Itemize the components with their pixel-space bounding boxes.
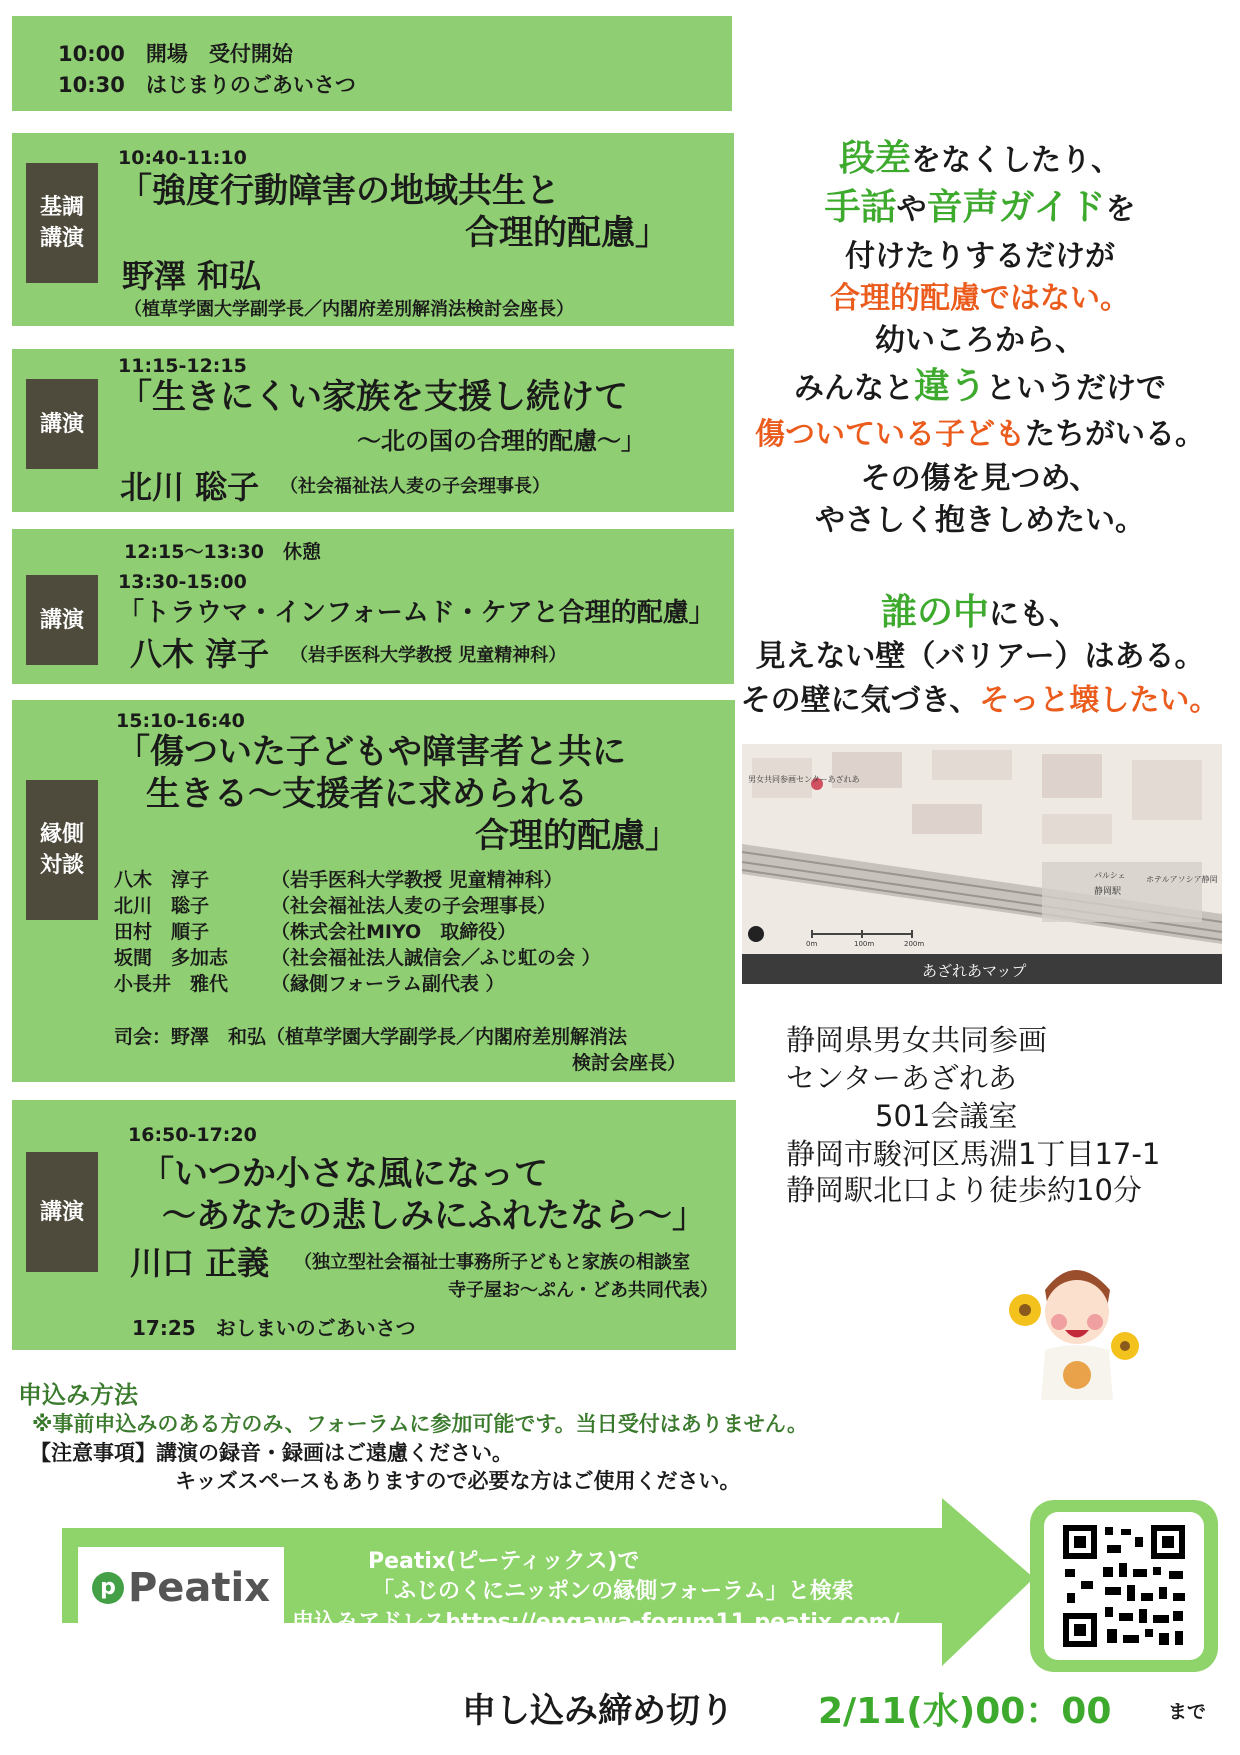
- session-4-tag: [26, 780, 98, 920]
- panelist-affiliation: （岩手医科大学教授 児童精神科）: [271, 869, 563, 891]
- message-line-9: やさしく抱きしめたい。: [815, 503, 1145, 538]
- message-line-11: 見えない壁（バリアー）はある。: [755, 639, 1205, 674]
- message-line-8: その傷を見つめ、: [860, 461, 1100, 496]
- message-line-4: 合理的配慮ではない。: [830, 281, 1130, 316]
- map-caption: あざれあマップ: [922, 962, 1027, 980]
- session-3-tag: 講演: [26, 575, 98, 665]
- message-highlight: 音声ガイド: [926, 187, 1106, 228]
- banner-line-2: 「ふじのくにニッポンの縁側フォーラム」と検索: [372, 1579, 854, 1604]
- session-5-title-1: 「いつか小さな風になって: [140, 1154, 548, 1194]
- panelist-name: 田村 順子: [114, 921, 210, 943]
- peatix-logo-text: Peatix: [127, 1565, 271, 1611]
- opening-box: [12, 16, 732, 111]
- session-1-tag: [26, 163, 98, 283]
- session-5-speaker: 川口 正義: [130, 1244, 270, 1282]
- session-3-box: [12, 529, 734, 684]
- session-1-box: [12, 133, 734, 326]
- message-text: みんなと: [793, 371, 914, 406]
- session-2-affiliation: （社会福祉法人麦の子会理事長）: [280, 476, 550, 497]
- session-1-title-1: 「強度行動障害の地域共生と: [118, 171, 560, 211]
- session-2-box: [12, 349, 734, 512]
- message-line-12: [740, 680, 1220, 721]
- message-line-10: [740, 592, 1220, 635]
- panelist-name: 小長井 雅代: [114, 973, 229, 995]
- session-5-time: 16:50-17:20: [128, 1124, 257, 1146]
- message-text: たちがいる。: [1025, 417, 1205, 452]
- qr-code-frame: [1030, 1500, 1218, 1672]
- message-text: その壁に気づき、: [740, 683, 980, 718]
- session-3-speaker: 八木 淳子: [130, 635, 270, 673]
- session-5-box: [12, 1100, 736, 1350]
- session-3-time: 13:30-15:00: [118, 571, 247, 593]
- map-scale-label: 100m: [854, 940, 875, 948]
- venue-map: [742, 744, 1222, 984]
- application-note-3: キッズスペースもありますので必要な方はご使用ください。: [175, 1469, 741, 1493]
- session-5-affiliation-2: 寺子屋お～ぷん・どあ共同代表）: [448, 1280, 718, 1301]
- opening-line-1: 10:00 開場 受付開始: [58, 42, 293, 66]
- child-illustration-graphic: [995, 1250, 1145, 1410]
- message-text: をなくしたり、: [911, 143, 1121, 178]
- session-3-title: 「トラウマ・インフォームド・ケアと合理的配慮」: [118, 598, 715, 628]
- venue-line-1: 静岡県男女共同参画: [786, 1023, 1048, 1057]
- venue-line-5: 静岡駅北口より徒歩約10分: [786, 1173, 1142, 1207]
- tag-line-2: 対談: [39, 853, 84, 878]
- tag-line-2: 講演: [39, 226, 84, 251]
- tag-line-1: 縁側: [39, 822, 84, 847]
- panelist-affiliation: （縁側フォーラム副代表 ）: [271, 973, 505, 995]
- message-line-3: 付けたりするだけが: [845, 239, 1115, 274]
- qr-code-icon[interactable]: [1061, 1523, 1187, 1649]
- deadline-label: 申し込み締め切り: [462, 1691, 734, 1731]
- session-1-time: 10:40-11:10: [118, 147, 247, 169]
- banner-line-1: Peatix(ピーティックス)で: [368, 1549, 640, 1574]
- session-1-affiliation: （植草学園大学副学長／内閣府差別解消法検討会座長）: [124, 299, 574, 320]
- venue-line-3: 501会議室: [875, 1099, 1018, 1133]
- moderator-line-1: 司会：野澤 和弘（植草学園大学副学長／内閣府差別解消法: [114, 1026, 628, 1048]
- venue-line-2: センターあざれあ: [786, 1061, 1017, 1095]
- map-label: パルシェ: [1094, 871, 1126, 880]
- panelist-name: 北川 聡子: [114, 895, 210, 917]
- message-line-1: [740, 138, 1220, 181]
- tag-line-1: 基調: [39, 195, 84, 220]
- peatix-logo-icon: p: [92, 1572, 124, 1604]
- message-highlight: そっと壊したい。: [979, 683, 1220, 718]
- panelist-affiliation: （株式会社MIYO 取締役）: [271, 921, 517, 943]
- session-4-time: 15:10-16:40: [116, 710, 245, 732]
- message-highlight: 誰の中: [880, 592, 989, 633]
- session-2-title-2: ～北の国の合理的配慮～」: [357, 427, 645, 455]
- session-2-speaker: 北川 聡子: [120, 468, 260, 506]
- session-3-affiliation: （岩手医科大学教授 児童精神科）: [290, 645, 567, 666]
- session-2-title-1: 「生きにくい家族を支援し続けて: [118, 377, 628, 417]
- venue-line-4: 静岡市駿河区馬淵1丁目17-1: [786, 1137, 1161, 1171]
- panelist-affiliation: （社会福祉法人麦の子会理事長）: [271, 895, 557, 917]
- session-2-tag: 講演: [26, 379, 98, 469]
- session-4-title-2: 生きる～支援者に求められる: [146, 774, 588, 814]
- map-label: 男女共同参画センターあざれあ: [748, 775, 860, 784]
- message-line-5: 幼いころから、: [875, 323, 1085, 358]
- message-text: にも、: [989, 597, 1079, 632]
- peatix-logo: [78, 1547, 284, 1629]
- qr-code-inner: [1044, 1512, 1204, 1660]
- message-highlight: 違う: [913, 366, 986, 407]
- session-1-speaker: 野澤 和弘: [122, 257, 262, 295]
- map-caption-bar: [742, 954, 1222, 984]
- opening-line-2: 10:30 はじまりのごあいさつ: [58, 73, 356, 97]
- panelist-affiliation: （社会福祉法人誠信会／ふじ虹の会 ）: [271, 947, 601, 969]
- map-label: 静岡駅: [1094, 887, 1122, 897]
- session-5-title-2: ～あなたの悲しみにふれたなら～」: [162, 1196, 706, 1236]
- message-line-7: [740, 414, 1220, 455]
- session-5-affiliation-1: （独立型社会福祉士事務所子どもと家族の相談室: [294, 1252, 690, 1273]
- message-highlight: 手話: [824, 187, 897, 228]
- deadline-date: 2/11(水)00：00: [818, 1691, 1112, 1732]
- session-2-time: 11:15-12:15: [118, 355, 247, 377]
- break-time: 12:15～13:30 休憩: [124, 541, 321, 563]
- message-highlight: 傷ついている子ども: [755, 417, 1025, 452]
- session-5-tag: 講演: [26, 1152, 98, 1272]
- session-4-box: [12, 700, 735, 1082]
- message-text: を: [1105, 192, 1136, 227]
- message-text: というだけで: [986, 371, 1166, 406]
- application-heading: 申込み方法: [18, 1381, 138, 1409]
- map-label: ホテルアソシア静岡: [1146, 875, 1218, 884]
- application-note-2: 【注意事項】講演の録音・録画はご遠慮ください。: [30, 1441, 513, 1465]
- message-text: や: [896, 192, 927, 227]
- message-line-2: [740, 187, 1220, 230]
- session-4-title-1: 「傷ついた子どもや障害者と共に: [116, 732, 626, 772]
- panelist-name: 坂間 多加志: [114, 947, 229, 969]
- banner-url[interactable]: 申込みアドレスhttps://engawa-forum11.peatix.com/: [292, 1610, 900, 1635]
- child-illustration: [995, 1250, 1145, 1410]
- moderator-line-2: 検討会座長）: [572, 1052, 687, 1074]
- application-note-1: ※事前申込みのある方のみ、フォーラムに参加可能です。当日受付はありません。: [32, 1412, 808, 1436]
- map-scale-label: 200m: [904, 940, 925, 948]
- closing-greeting: 17:25 おしまいのごあいさつ: [132, 1316, 416, 1340]
- panelist-name: 八木 淳子: [114, 869, 210, 891]
- deadline-suffix: まで: [1168, 1701, 1207, 1723]
- message-line-6: [740, 366, 1220, 409]
- map-scale-label: 0m: [806, 940, 818, 948]
- session-1-title-2: 合理的配慮」: [465, 213, 669, 253]
- session-4-title-3: 合理的配慮」: [475, 816, 679, 856]
- message-highlight: 段差: [838, 138, 911, 179]
